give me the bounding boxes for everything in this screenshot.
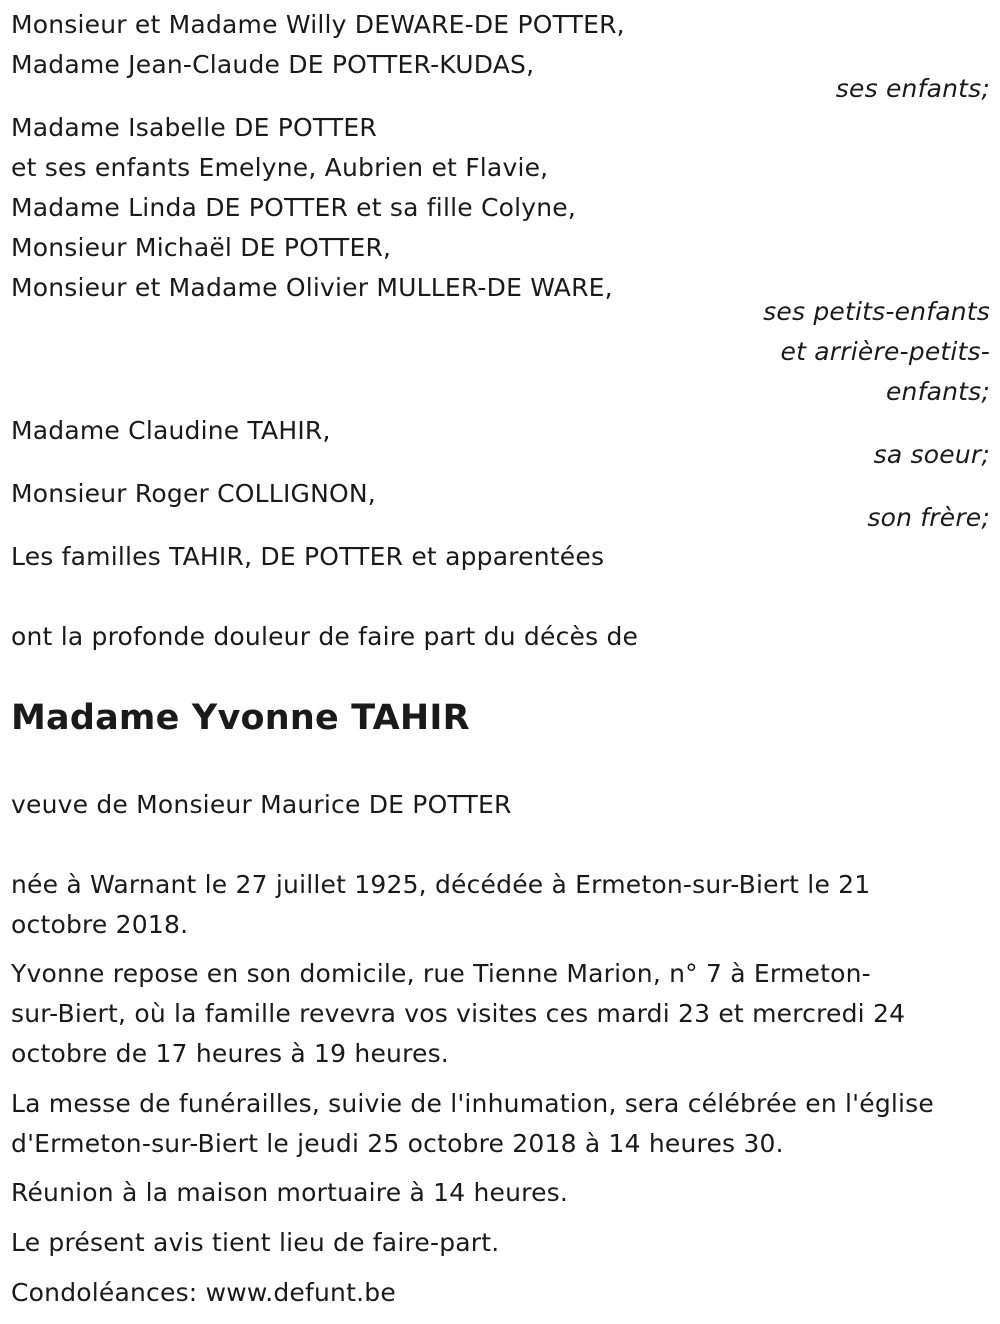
birth-death-line: octobre 2018. [11,910,189,939]
family-member-line: Madame Jean-Claude DE POTTER-KUDAS, [11,50,535,79]
family-member-line: Madame Isabelle DE POTTER [11,113,377,142]
condolences-line: Condoléances: www.defunt.be [11,1278,396,1307]
funeral-line: La messe de funérailles, suivie de l'inhumation, sera célébrée en l'église [11,1089,934,1118]
widow-of-line: veuve de Monsieur Maurice DE POTTER [11,790,512,819]
notice-line: Le présent avis tient lieu de faire-part. [11,1228,500,1257]
relationship-label: et arrière-petits- [780,337,990,366]
deceased-name: Madame Yvonne TAHIR [11,698,470,738]
relationship-label: ses enfants; [835,74,990,103]
families-line: Les familles TAHIR, DE POTTER et apparentées [11,542,605,571]
family-member-line: Monsieur et Madame Olivier MULLER-DE WARE, [11,273,613,302]
relationship-label: son frère; [867,503,990,532]
family-member-line: Monsieur Michaël DE POTTER, [11,233,392,262]
announcement-text: ont la profonde douleur de faire part du décès de [11,622,639,651]
relationship-label: enfants; [885,377,990,406]
visitation-line: sur-Biert, où la famille revevra vos visites ces mardi 23 et mercredi 24 [11,999,906,1028]
birth-death-line: née à Warnant le 27 juillet 1925, décédée à Ermeton-sur-Biert le 21 [11,870,871,899]
family-member-line: et ses enfants Emelyne, Aubrien et Flavie, [11,153,549,182]
family-member-line: Monsieur et Madame Willy DEWARE-DE POTTER, [11,10,625,39]
relationship-label: ses petits-enfants [763,297,990,326]
relationship-label: sa soeur; [873,440,990,469]
reunion-line: Réunion à la maison mortuaire à 14 heures. [11,1178,569,1207]
family-member-line: Madame Linda DE POTTER et sa fille Colyne, [11,193,577,222]
family-member-line: Monsieur Roger COLLIGNON, [11,479,376,508]
funeral-line: d'Ermeton-sur-Biert le jeudi 25 octobre 2018 à 14 heures 30. [11,1129,784,1158]
family-member-line: Madame Claudine TAHIR, [11,416,331,445]
visitation-line: Yvonne repose en son domicile, rue Tienne Marion, n° 7 à Ermeton- [11,959,871,988]
visitation-line: octobre de 17 heures à 19 heures. [11,1039,449,1068]
